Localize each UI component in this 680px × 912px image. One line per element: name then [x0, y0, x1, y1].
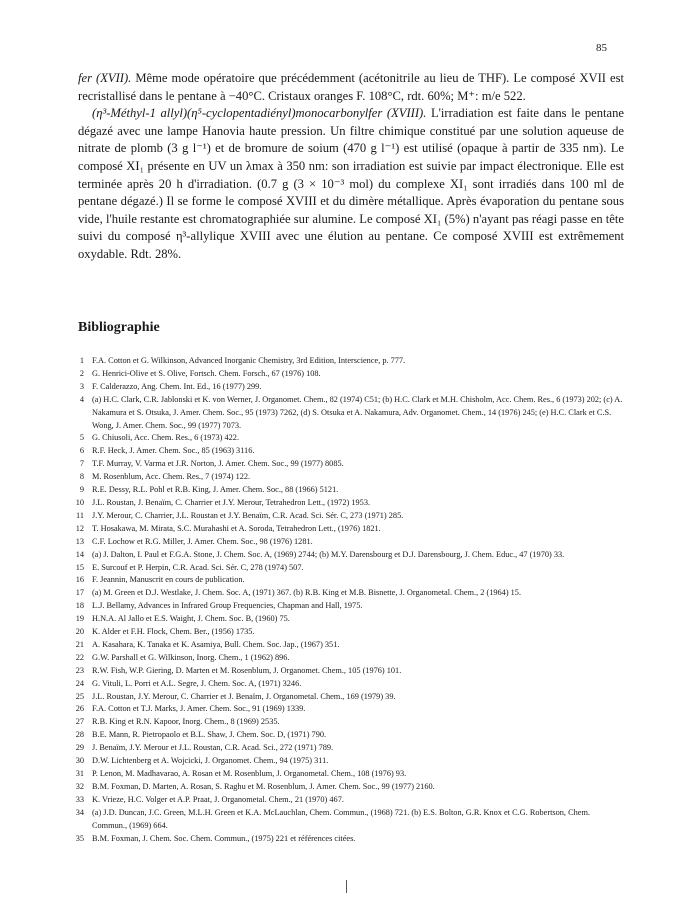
reference-item	[66, 678, 626, 691]
bibliography-heading: Bibliographie	[78, 320, 160, 335]
reference-number: 8	[79, 472, 84, 482]
reference-number: 5	[79, 433, 84, 443]
reference-text: F.A. Cotton et T.J. Marks, J. Amer. Chem. Soc., 91 (1969) 1339.	[92, 704, 306, 714]
reference-item	[66, 445, 626, 458]
reference-text: K. Vrieze, H.C. Volger et A.P. Praat, J. Organometal. Chem., 21 (1970) 467.	[92, 794, 344, 804]
reference-number: 17	[75, 588, 84, 598]
reference-text: J.Y. Merour, C. Charrier, J.L. Roustan et J.Y. Benaïm, C.R. Acad. Sci. Sér. C, 273 (1971) 285.	[92, 510, 404, 520]
reference-number: 34	[75, 807, 84, 817]
reference-item	[66, 458, 626, 471]
reference-text: P. Lenon, M. Madhavarao, A. Rosan et M. Rosenblum, J. Organometal. Chem., 108 (1976) 93.	[92, 769, 407, 778]
reference-item	[66, 368, 626, 381]
reference-number: 4	[79, 394, 84, 404]
reference-number: 15	[75, 562, 84, 572]
reference-item	[66, 613, 626, 626]
reference-text: T. Hosakawa, M. Mirata, S.C. Murahashi et A. Soroda, Tetrahedron Lett., (1976) 1821.	[92, 523, 381, 533]
reference-item	[66, 626, 626, 639]
reference-item	[66, 729, 626, 742]
reference-item	[66, 807, 626, 833]
reference-item	[66, 781, 626, 794]
reference-number: 22	[75, 652, 84, 662]
reference-text: G. Chiusoli, Acc. Chem. Res., 6 (1973) 422.	[92, 433, 240, 443]
page-number: 85	[596, 42, 607, 54]
reference-number: 6	[79, 446, 84, 456]
reference-list	[66, 355, 626, 845]
reference-text: G.W. Parshall et G. Wilkinson, Inorg. Chem., 1 (1962) 896.	[92, 652, 290, 662]
reference-item	[66, 755, 626, 768]
compound-xviii-title: (η³-Méthyl-1 allyl)(η⁵-cyclopentadiényl)monocarbonylfer (XVIII).	[92, 106, 427, 121]
body-text	[78, 70, 624, 264]
reference-number: 14	[75, 549, 84, 559]
reference-item	[66, 432, 626, 445]
reference-text: L.J. Bellamy, Advances in Infrared Group Frequencies, Chapman and Hall, 1975.	[92, 601, 363, 611]
reference-item	[66, 484, 626, 497]
reference-text: A. Kasahara, K. Tanaka et K. Asamiya, Bull. Chem. Soc. Jap., (1967) 351.	[92, 639, 340, 649]
reference-item	[66, 536, 626, 549]
reference-text: C.F. Lochow et R.G. Miller, J. Amer. Chem. Soc., 98 (1976) 1281.	[92, 536, 313, 546]
reference-text: B.E. Mann, R. Pietropaolo et B.L. Shaw, J. Chem. Soc. D, (1971) 790.	[92, 730, 327, 740]
reference-text: G. Henrici-Olive et S. Olive, Fortsch. Chem. Forsch., 67 (1976) 108.	[92, 368, 321, 378]
reference-item	[66, 665, 626, 678]
reference-number: 20	[75, 627, 84, 637]
reference-number: 19	[75, 614, 84, 624]
reference-number: 16	[75, 575, 84, 585]
reference-text: F. Jeannin, Manuscrit en cours de publication.	[92, 575, 245, 585]
reference-item	[66, 562, 626, 575]
reference-number: 7	[79, 459, 84, 469]
reference-item	[66, 381, 626, 394]
reference-text: (a) H.C. Clark, C.R. Jablonski et K. von Werner, J. Organomet. Chem., 82 (1974) C51; (b) H.C. Clark et M.H. Chisholm, Acc. Chem. Res., 6 (1973) 202; (c) A. Nakamura et S. Otsuka, J. Amer. Chem. Soc., 95 (1973) 7262, (d) S. Otsuka et A. Nakamura, Adv. Organomet. Chem., 14 (1976) 245; (e) H.C. Clark et C.S. Wong, J. Amer. Chem. Soc., 99 (1977) 7073.	[92, 394, 623, 430]
reference-text: (a) M. Green et D.J. Westlake, J. Chem. Soc. A, (1971) 367. (b) R.B. King et M.B. Bisnette, J. Organometal. Chem., 2 (1964) 15.	[92, 588, 522, 598]
reference-number: 31	[75, 769, 84, 778]
reference-item	[66, 703, 626, 716]
reference-item	[66, 394, 626, 433]
reference-text: B.M. Foxman, J. Chem. Soc. Chem. Commun., (1975) 221 et références citées.	[92, 833, 356, 843]
reference-item	[66, 652, 626, 665]
reference-number: 26	[75, 704, 84, 714]
reference-item	[66, 549, 626, 562]
reference-text: F.A. Cotton et G. Wilkinson, Advanced Inorganic Chemistry, 3rd Edition, Interscience, p. 777.	[92, 356, 406, 365]
reference-text: J.L. Roustan, J.Y. Merour, C. Charrier et J. Benaïm, J. Organometal. Chem., 169 (1979) 39.	[92, 691, 396, 701]
reference-number: 11	[76, 510, 84, 520]
reference-number: 9	[79, 485, 84, 495]
reference-text: R.B. King et R.N. Kapoor, Inorg. Chem., 8 (1969) 2535.	[92, 717, 280, 727]
reference-item	[66, 768, 626, 781]
reference-number: 28	[75, 730, 84, 740]
reference-number: 1	[79, 356, 84, 365]
reference-text: R.F. Heck, J. Amer. Chem. Soc., 85 (1963) 3116.	[92, 446, 255, 456]
reference-number: 18	[75, 601, 84, 611]
reference-item	[66, 742, 626, 755]
reference-item	[66, 600, 626, 613]
reference-number: 35	[75, 833, 84, 843]
reference-number: 33	[75, 794, 84, 804]
reference-text: J. Benaïm, J.Y. Merour et J.L. Roustan, C.R. Acad. Sci., 272 (1971) 789.	[92, 743, 334, 753]
reference-text: F. Calderazzo, Ang. Chem. Int. Ed., 16 (1977) 299.	[92, 381, 262, 391]
reference-item	[66, 794, 626, 807]
reference-text: R.E. Dessy, R.L. Pohl et R.B. King, J. Amer. Chem. Soc., 88 (1966) 5121.	[92, 485, 339, 495]
reference-text: M. Rosenblum, Acc. Chem. Res., 7 (1974) 122.	[92, 472, 251, 482]
reference-item	[66, 639, 626, 652]
reference-number: 25	[75, 691, 84, 701]
reference-number: 27	[75, 717, 84, 727]
compound-xvii-text: Même mode opératoire que précédemment (acétonitrile au lieu de THF). Le composé XVII est recristallisé dans le pentane à −40°C. Cristaux oranges F. 108°C, rdt. 60%; M⁺: m/e 522.	[78, 71, 624, 103]
reference-number: 13	[75, 536, 84, 546]
reference-item	[66, 471, 626, 484]
reference-item	[66, 523, 626, 536]
paragraph-xvii	[78, 70, 624, 105]
reference-text: R.W. Fish, W.P. Giering, D. Marten et M. Rosenblum, J. Organomet. Chem., 105 (1976) 101.	[92, 665, 402, 675]
reference-number: 23	[75, 665, 84, 675]
reference-number: 32	[75, 781, 84, 791]
reference-text: H.N.A. Al Jallo et E.S. Waight, J. Chem. Soc. B, (1960) 75.	[92, 614, 290, 624]
paragraph-xviii	[78, 105, 624, 263]
reference-number: 10	[75, 497, 84, 507]
reference-number: 30	[75, 756, 84, 766]
compound-xviii-text: L'irradiation est faite dans le pentane dégazé avec une lampe Hanovia haute pression. Un filtre chimique constitué par une solution aqueuse de nitrate de plomb (3 g l⁻¹) et de bromure de soium (470 g l⁻¹) est utilisé (opaque à partir de 335 nm). Le composé XI₁ présente en UV un λmax à 350 nm: son irradiation est suivie par impact électronique. Elle est terminée après 20 h d'irradiation. (0.7 g (3 × 10⁻³ mol) du complexe XI₁ sont irradiés dans 100 ml de pentane dégazé.) Il se forme le composé XVIII et du dimère métallique. Après évaporation du pentane sous vide, l'huile restante est chromatographiée sur alumine. Le composé XI₁ (5%) n'ayant pas réagi passe en tête suivi du composé η³-allylique XVIII avec une élution au pentane. Ce composé XVIII est extrêmement oxydable. Rdt. 28%.	[78, 106, 625, 261]
reference-number: 12	[75, 523, 84, 533]
reference-number: 29	[75, 743, 84, 753]
reference-item	[66, 497, 626, 510]
reference-item	[66, 716, 626, 729]
reference-text: K. Alder et F.H. Flock, Chem. Ber., (1956) 1735.	[92, 627, 255, 637]
reference-number: 3	[79, 381, 84, 391]
reference-number: 2	[79, 368, 84, 378]
reference-text: (a) J. Dalton, I. Paul et F.G.A. Stone, J. Chem. Soc. A, (1969) 2744; (b) M.Y. Darensbourg et D.J. Darensbourg, J. Chem. Educ., 47 (1970) 33.	[92, 549, 565, 559]
reference-item	[66, 587, 626, 600]
page-divider	[346, 880, 347, 893]
compound-xvii-title: fer (XVII).	[78, 71, 132, 85]
reference-item	[66, 833, 626, 846]
reference-item	[66, 691, 626, 704]
reference-number: 24	[75, 678, 84, 688]
reference-text: (a) J.D. Duncan, J.C. Green, M.L.H. Green et K.A. McLauchlan, Chem. Commun., (1968) 721. (b) E.S. Bolton, G.R. Knox et C.G. Robertson, Chem. Commun., (1969) 664.	[92, 807, 590, 830]
reference-number: 21	[75, 639, 84, 649]
reference-text: J.L. Roustan, J. Benaïm, C. Charrier et J.Y. Merour, Tetrahedron Lett., (1972) 1953.	[92, 497, 371, 507]
reference-item	[66, 574, 626, 587]
reference-text: G. Vituli, L. Porri et A.L. Segre, J. Chem. Soc. A, (1971) 3246.	[92, 678, 302, 688]
reference-text: D.W. Lichtenberg et A. Wojcicki, J. Organomet. Chem., 94 (1975) 311.	[92, 756, 329, 766]
reference-text: E. Surcouf et P. Herpin, C.R. Acad. Sci. Sér. C, 278 (1974) 507.	[92, 562, 304, 572]
reference-item	[66, 355, 626, 368]
reference-text: B.M. Foxman, D. Marten, A. Rosan, S. Raghu et M. Rosenblum, J. Amer. Chem. Soc., 99 (1977) 2160.	[92, 781, 435, 791]
reference-item	[66, 510, 626, 523]
reference-text: T.F. Murray, V. Varma et J.R. Norton, J. Amer. Chem. Soc., 99 (1977) 8085.	[92, 459, 344, 469]
